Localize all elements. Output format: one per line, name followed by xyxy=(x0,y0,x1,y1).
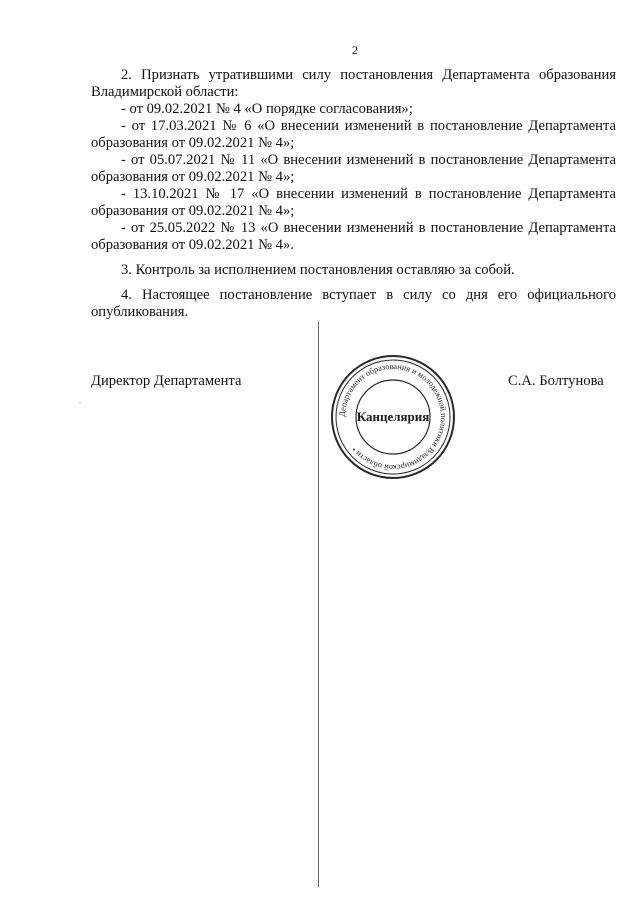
signature-name: С.А. Болтунова xyxy=(508,373,604,389)
list-item: - 13.10.2021 № 17 «О внесении изменений в постановление Департамента образования от 09.02.2021 № 4»; xyxy=(91,186,616,219)
signature-title: Директор Департамента xyxy=(91,373,242,389)
stamp-ring-textpath: Департамент образования и молодежной политики Владимирской области • xyxy=(337,361,449,473)
page-number: 2 xyxy=(352,43,358,57)
document-body xyxy=(91,67,616,321)
paragraph-item-4: 4. Настоящее постановление вступает в силу со дня его официального опубликования. xyxy=(91,287,616,320)
stamp-center-text: Канцелярия xyxy=(356,409,430,424)
list-item: - от 05.07.2021 № 11 «О внесении изменений в постановление Департамента образования от 09.02.2021 № 4»; xyxy=(91,152,616,185)
margin-line xyxy=(318,322,319,887)
office-stamp xyxy=(328,352,458,482)
list-item: - от 17.03.2021 № 6 «О внесении изменений в постановление Департамента образования от 09.02.2021 № 4»; xyxy=(91,118,616,151)
scan-speck xyxy=(79,402,81,403)
list-item: - от 25.05.2022 № 13 «О внесении изменений в постановление Департамента образования от 09.02.2021 № 4». xyxy=(91,220,616,253)
paragraph-item-2: 2. Признать утратившими силу постановления Департамента образования Владимирской области: xyxy=(91,67,616,100)
list-item: - от 09.02.2021 № 4 «О порядке согласования»; xyxy=(121,101,413,117)
paragraph-item-3: 3. Контроль за исполнением постановления оставляю за собой. xyxy=(121,262,515,278)
